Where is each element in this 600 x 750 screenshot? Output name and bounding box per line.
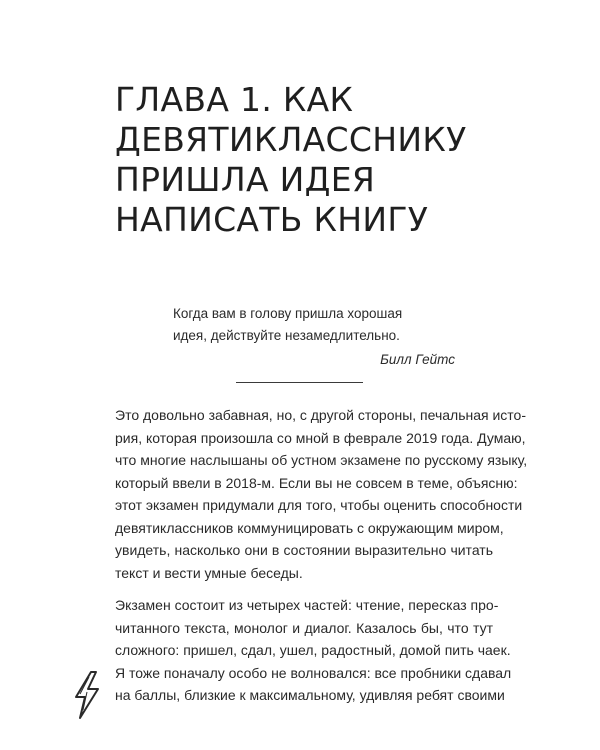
text-line: на баллы, близкие к максимальному, удивляя ребят своими bbox=[115, 687, 505, 703]
text-line: увидеть, насколько они в состоянии выразительно читать bbox=[115, 542, 493, 558]
chapter-title-line: ГЛАВА 1. КАК bbox=[115, 80, 354, 119]
lightning-bolt-icon bbox=[72, 670, 102, 720]
chapter-title-line: НАПИСАТЬ КНИГУ bbox=[115, 200, 429, 239]
text-line: который ввели в 2018-м. Если вы не совсем в теме, объясню: bbox=[115, 474, 518, 491]
epigraph-line: идея, действуйте незамедлительно. bbox=[173, 328, 400, 343]
text-line: читанного текста, монолог и диалог. Казалось бы, что тут bbox=[115, 619, 493, 636]
text-line: текст и вести умные беседы. bbox=[115, 564, 303, 581]
epigraph-line: Когда вам в голову пришла хорошая bbox=[173, 306, 403, 321]
chapter-title bbox=[115, 80, 535, 240]
text-line: что многие наслышаны об устном экзамене по русскому языку, bbox=[115, 452, 528, 468]
epigraph-author: Билл Гейтс bbox=[380, 352, 455, 367]
text-line: Это довольно забавная, но, с другой стороны, печальная исто- bbox=[115, 407, 527, 423]
text-line: сложного: пришел, сдал, ушел, радостный, домой пить чаек. bbox=[115, 642, 511, 658]
text-line: девятиклассников коммуницировать с окружающим миром, bbox=[115, 519, 504, 536]
paragraph-2 bbox=[115, 594, 512, 707]
chapter-title-line: ДЕВЯТИКЛАССНИКУ bbox=[115, 120, 467, 159]
text-line: Я тоже поначалу особо не волновался: все пробники сдавал bbox=[115, 664, 512, 681]
paragraph-1 bbox=[115, 404, 528, 584]
text-line: Экзамен состоит из четырех частей: чтение, пересказ про- bbox=[115, 597, 499, 613]
chapter-title-line: ПРИШЛА ИДЕЯ bbox=[115, 160, 376, 199]
epigraph-divider bbox=[236, 382, 363, 383]
text-line: рия, которая произошла со мной в феврале 2019 года. Думаю, bbox=[115, 429, 526, 446]
epigraph-quote bbox=[173, 303, 473, 347]
epigraph bbox=[173, 303, 473, 371]
body-text bbox=[115, 404, 528, 717]
text-line: этот экзамен придумали для того, чтобы оценить способности bbox=[115, 497, 523, 513]
